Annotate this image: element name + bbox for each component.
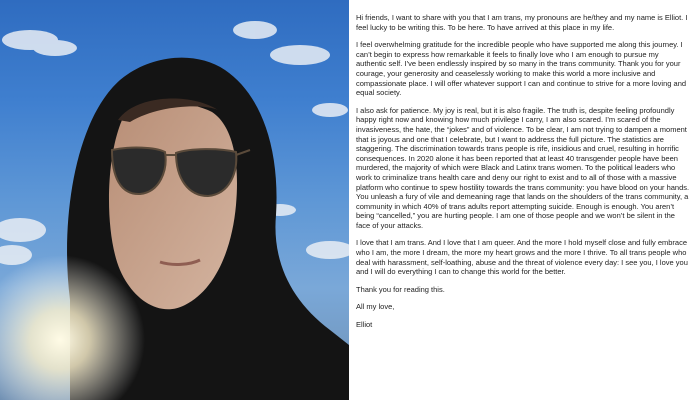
- paragraph-love: I love that I am trans. And I love that I am queer. And the more I hold myself close and fully embrace who I am, the more I dream, the more my heart grows and the more I thrive. To all trans people who deal with harassment, self-loathing, abuse and the threat of violence every day: I see you, I love you and I will do everything I can to change this world for the better.: [356, 238, 688, 277]
- portrait-illustration: [0, 0, 349, 400]
- paragraph-gratitude: I feel overwhelming gratitude for the incredible people who have supported me along this journey. I can’t begin to express how remarkable it feels to finally love who I am enough to pursue my authentic self. I’ve been endlessly inspired by so many in the trans community. Thank you for your courage, your generosity and ceaselessly working to make this world a more inclusive and compassionate place. I will offer whatever support I can and continue to strive for a more loving and equal society.: [356, 40, 687, 98]
- signature: Elliot: [356, 320, 373, 330]
- portrait-photo: [0, 0, 349, 400]
- paragraph-intro: Hi friends, I want to share with you that I am trans, my pronouns are he/they and my name is Elliot. I feel lucky to be writing this. To be here. To have arrived at this place in my life.: [356, 13, 688, 32]
- letter-text: [356, 13, 690, 397]
- paragraph-closing: All my love,: [356, 302, 395, 312]
- paragraph-patience: I also ask for patience. My joy is real, but it is also fragile. The truth is, despite feeling profoundly happy right now and knowing how much privilege I carry, I am also scared. I’m scared of the invasiveness, the hate, the “jokes” and of violence. To be clear, I am not trying to dampen a moment that is joyous and one that I celebrate, but I want to address the full picture. The statistics are staggering. The discrimination towards trans people is rife, insidious and cruel, resulting in horrific consequences. In 2020 alone it has been reported that at least 40 transgender people have been murdered, the majority of which were Black and Latinx trans women. To the political leaders who work to criminalize trans health care and deny our right to exist and to all of those with a massive platform who continue to spew hostility towards the trans community: you have blood on your hands. You unleash a fury of vile and demeaning rage that lands on the shoulders of the trans community, a community in which 40% of trans adults report attempting suicide. Enough is enough. You aren’t being “cancelled,” you are hurting people. I am one of those people and we won’t be silent in the face of your attacks.: [356, 105, 690, 230]
- paragraph-thanks: Thank you for reading this.: [356, 284, 445, 294]
